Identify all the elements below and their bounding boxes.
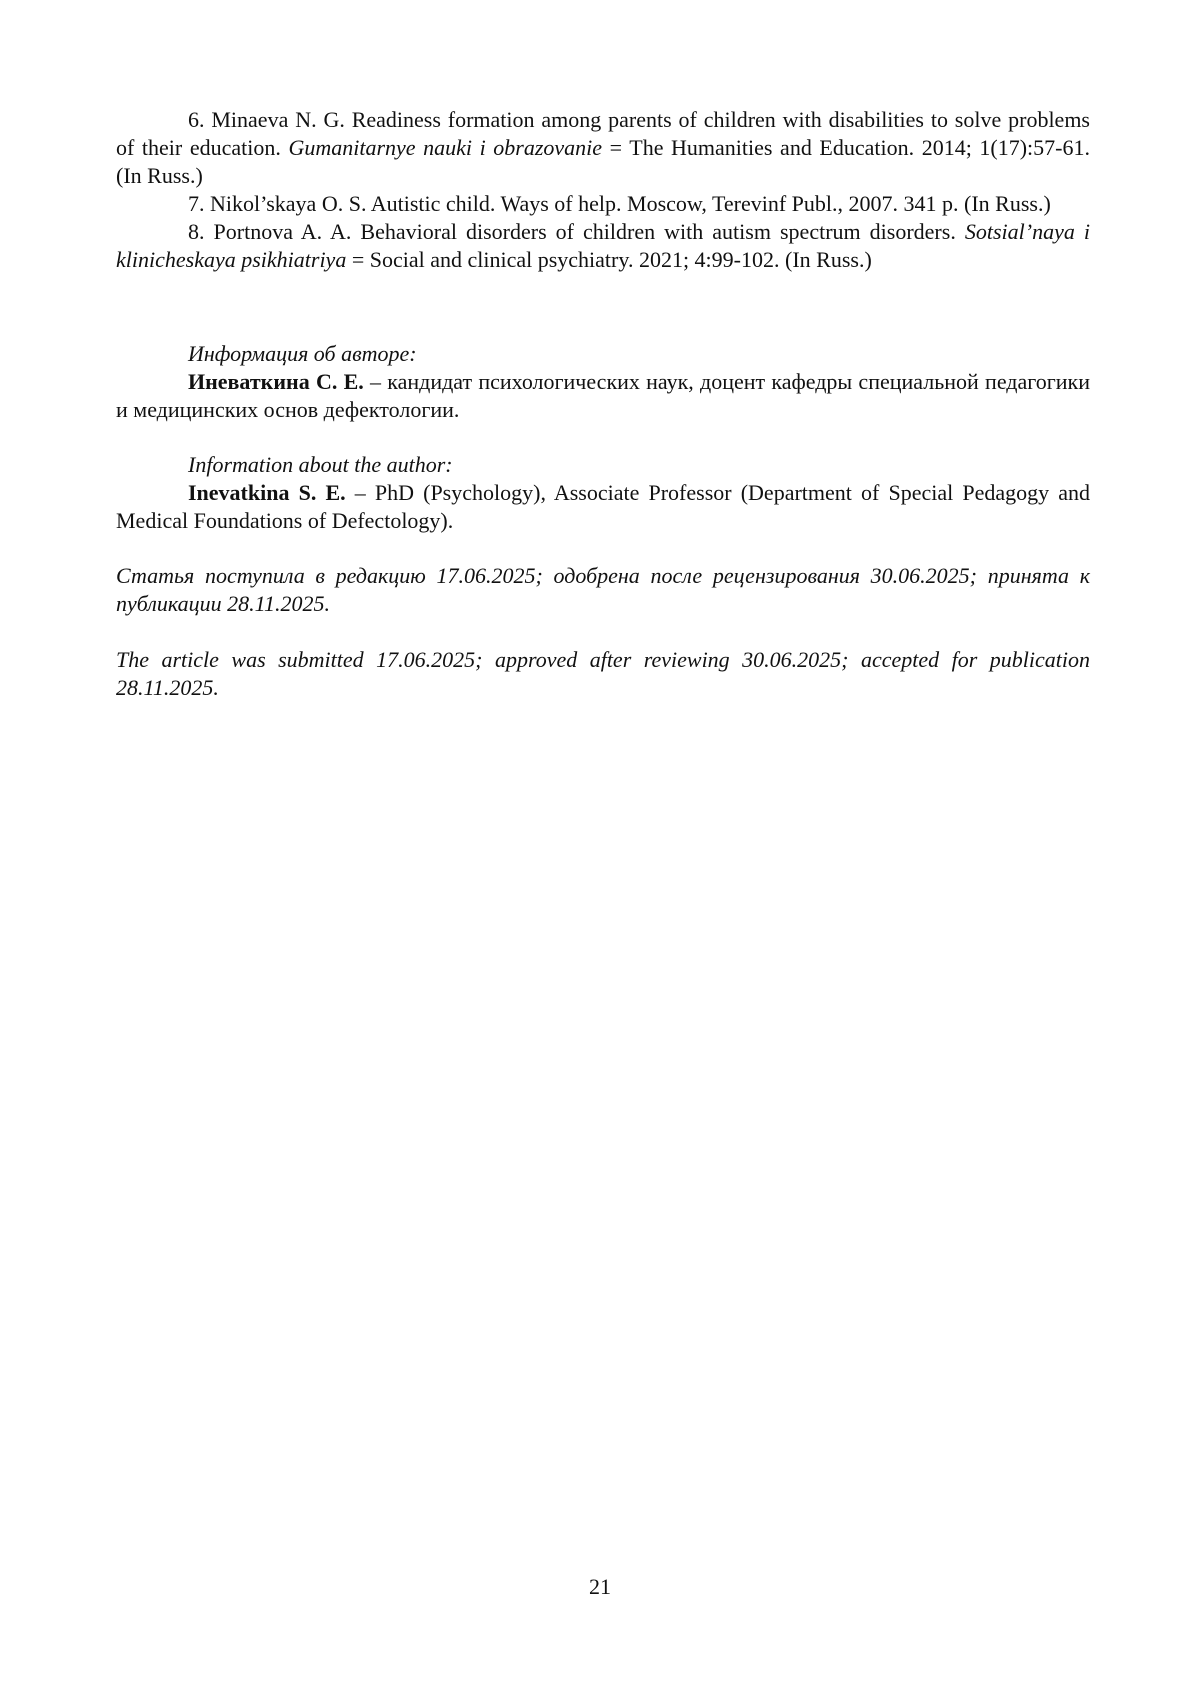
reference-item-6: [116, 106, 1090, 190]
author-info-heading: Information about the author:: [188, 452, 453, 477]
author-info-line: [116, 479, 1090, 535]
submission-dates-en: [116, 646, 1090, 702]
reference-journal-title: Gumanitarnye nauki i obrazovanie: [288, 135, 603, 160]
page-number: 21: [589, 1574, 611, 1599]
author-info-heading: Информация об авторе:: [188, 341, 417, 366]
reference-text: = The Humanities and Education. 2014; 1(17):57-61. (In Russ.): [116, 135, 1090, 188]
author-name: Inevatkina S. E.: [188, 480, 346, 505]
reference-item-8: [116, 218, 1090, 274]
author-info-en: [116, 451, 1090, 535]
author-info-ru: [116, 340, 1090, 424]
author-name: Иневаткина С. Е.: [188, 369, 364, 394]
submission-dates-ru: [116, 562, 1090, 618]
reference-text: 6. Minaeva N. G. Readiness formation among parents of children with disabilities to solve problems of their education.: [116, 107, 1090, 160]
author-description: – кандидат психологических наук, доцент кафедры специальной педагогики и медицинских основ дефектологии.: [116, 369, 1090, 422]
reference-text: 8. Portnova A. A. Behavioral disorders of children with autism spectrum disorders.: [188, 219, 965, 244]
reference-journal-title: Sotsial’naya i klinicheskaya psikhiatriya: [116, 219, 1090, 272]
reference-text: = Social and clinical psychiatry. 2021; 4:99-102. (In Russ.): [346, 247, 872, 272]
references-list: [116, 106, 1090, 274]
author-info-line: [116, 368, 1090, 424]
submission-dates-text: Статья поступила в редакцию 17.06.2025; одобрена после рецензирования 30.06.2025; принята к публикации 28.11.2025.: [116, 563, 1090, 616]
submission-dates-text: The article was submitted 17.06.2025; approved after reviewing 30.06.2025; accepted for publication 28.11.2025.: [116, 647, 1090, 700]
reference-item-7: [116, 190, 1090, 218]
reference-text: 7. Nikol’skaya O. S. Autistic child. Ways of help. Moscow, Terevinf Publ., 2007. 341 p. (In Russ.): [188, 191, 1051, 216]
author-description: – PhD (Psychology), Associate Professor (Department of Special Pedagogy and Medical Foundations of Defectology).: [116, 480, 1090, 533]
